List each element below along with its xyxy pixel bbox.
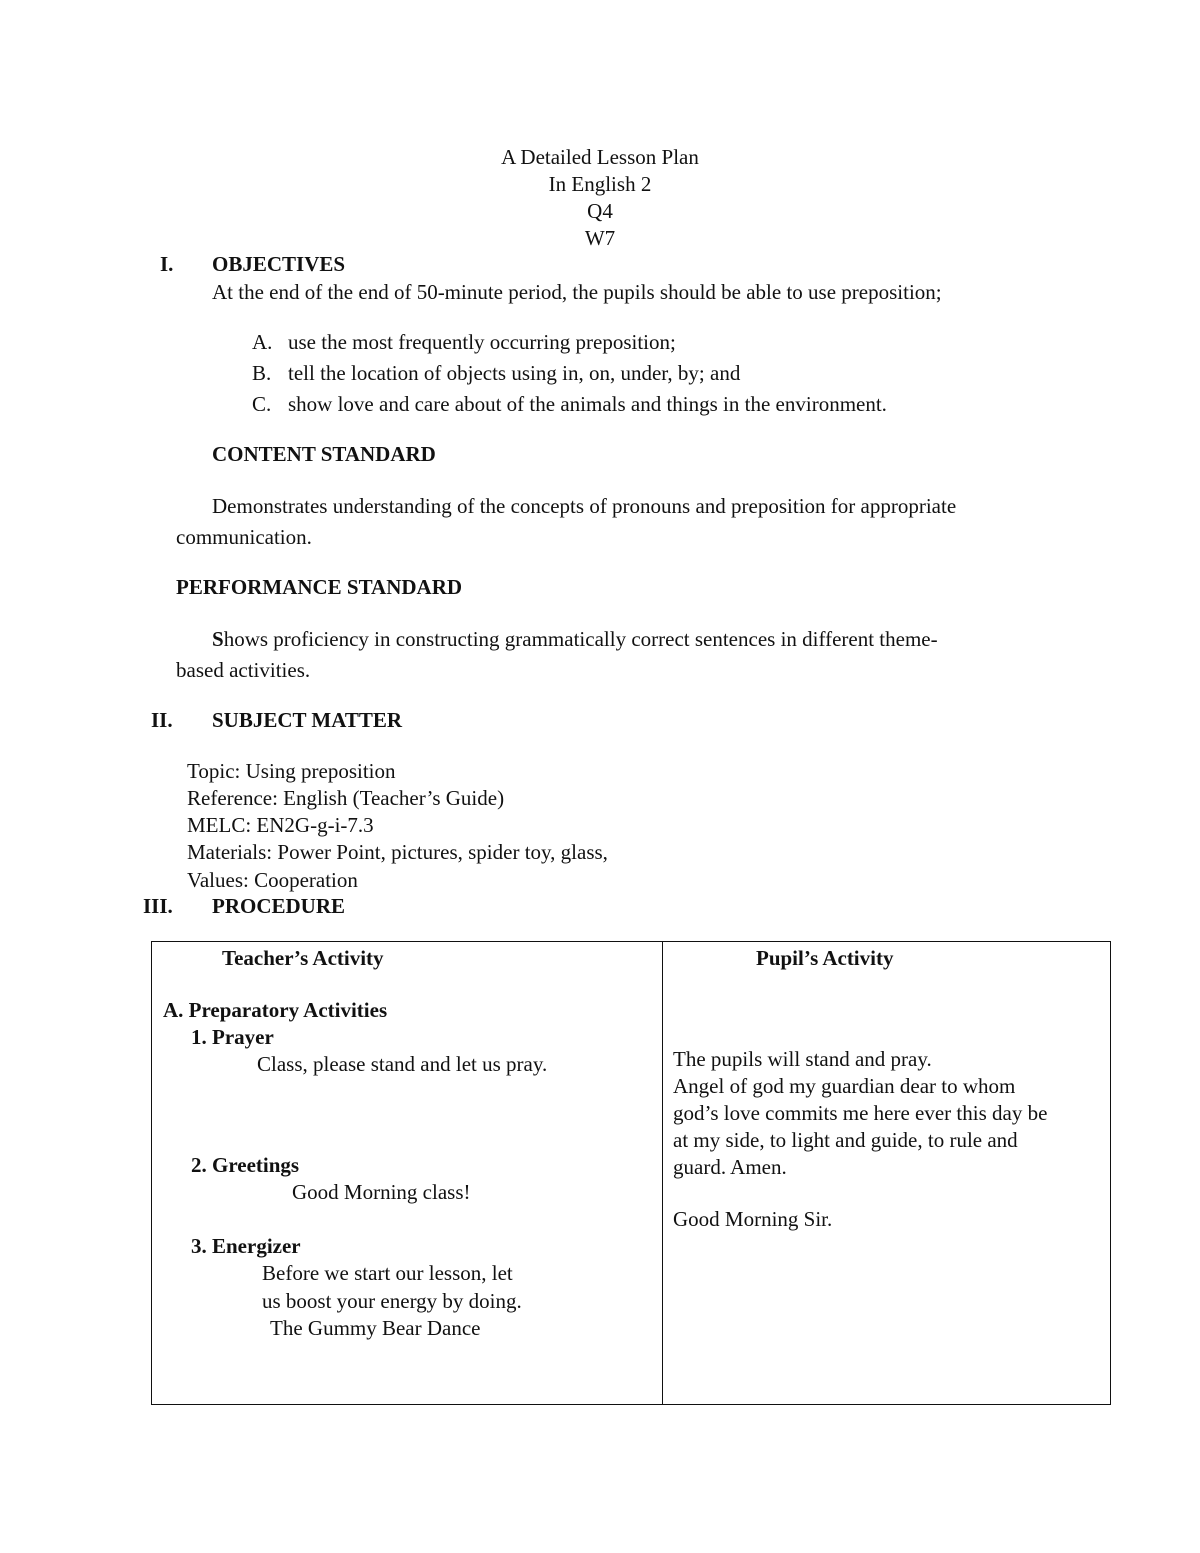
performance-standard-line1-rest: hows proficiency in constructing grammatically correct sentences in different theme- — [223, 627, 938, 651]
prayer-title: 1. Prayer — [191, 1025, 274, 1049]
preparatory-activities-heading: A. Preparatory Activities — [163, 998, 388, 1022]
document-title: A Detailed Lesson Plan — [501, 145, 699, 169]
subject-line: In English 2 — [548, 172, 652, 196]
performance-standard-line2: based activities. — [176, 658, 311, 682]
pupil-prayer-line5: guard. Amen. — [673, 1155, 787, 1179]
energizer-title: 3. Energizer — [191, 1234, 301, 1258]
reference-line: Reference: English (Teacher’s Guide) — [187, 786, 505, 810]
pupil-activity-header: Pupil’s Activity — [756, 946, 894, 970]
procedure-numeral: III. — [143, 894, 173, 918]
pupil-prayer-line4: at my side, to light and guide, to rule and — [673, 1128, 1018, 1152]
pupil-greeting: Good Morning Sir. — [673, 1207, 833, 1231]
subject-matter-numeral: II. — [151, 708, 173, 732]
objectives-heading: OBJECTIVES — [212, 252, 346, 276]
topic-line: Topic: Using preposition — [187, 759, 396, 783]
week-line: W7 — [584, 226, 616, 250]
energizer-line2: us boost your energy by doing. — [262, 1289, 522, 1313]
objective-b-letter: B. — [252, 361, 272, 385]
energizer-line1: Before we start our lesson, let — [262, 1261, 513, 1285]
teacher-activity-header: Teacher’s Activity — [222, 946, 384, 970]
objective-a-text: use the most frequently occurring preposition; — [288, 330, 676, 354]
pupil-prayer-line3: god’s love commits me here ever this day be — [673, 1101, 1048, 1125]
content-standard-heading: CONTENT STANDARD — [212, 442, 436, 466]
subject-matter-heading: SUBJECT MATTER — [212, 708, 403, 732]
content-standard-line2: communication. — [176, 525, 312, 549]
performance-standard-line1 — [212, 626, 938, 652]
pupil-prayer-line1: The pupils will stand and pray. — [673, 1047, 932, 1071]
pupil-prayer-line2: Angel of god my guardian dear to whom — [673, 1074, 1016, 1098]
values-line: Values: Cooperation — [187, 868, 358, 892]
melc-line: MELC: EN2G-g-i-7.3 — [187, 813, 374, 837]
drop-letter: S — [212, 627, 224, 651]
energizer-line3: The Gummy Bear Dance — [270, 1316, 481, 1340]
objectives-intro: At the end of the end of 50-minute period, the pupils should be able to use preposition; — [212, 280, 942, 304]
quarter-line: Q4 — [587, 199, 613, 223]
content-standard-line1: Demonstrates understanding of the concepts of pronouns and preposition for appropriate — [212, 494, 957, 518]
greetings-title: 2. Greetings — [191, 1153, 300, 1177]
procedure-heading: PROCEDURE — [212, 894, 346, 918]
materials-line: Materials: Power Point, pictures, spider toy, glass, — [187, 840, 608, 864]
objectives-numeral: I. — [160, 252, 174, 276]
objective-b-text: tell the location of objects using in, on, under, by; and — [288, 361, 741, 385]
table-column-divider — [662, 941, 663, 1405]
objective-c-letter: C. — [252, 392, 272, 416]
performance-standard-heading: PERFORMANCE STANDARD — [176, 575, 463, 599]
greetings-text: Good Morning class! — [292, 1180, 471, 1204]
prayer-text: Class, please stand and let us pray. — [257, 1052, 548, 1076]
objective-c-text: show love and care about of the animals and things in the environment. — [288, 392, 887, 416]
objective-a-letter: A. — [252, 330, 273, 354]
